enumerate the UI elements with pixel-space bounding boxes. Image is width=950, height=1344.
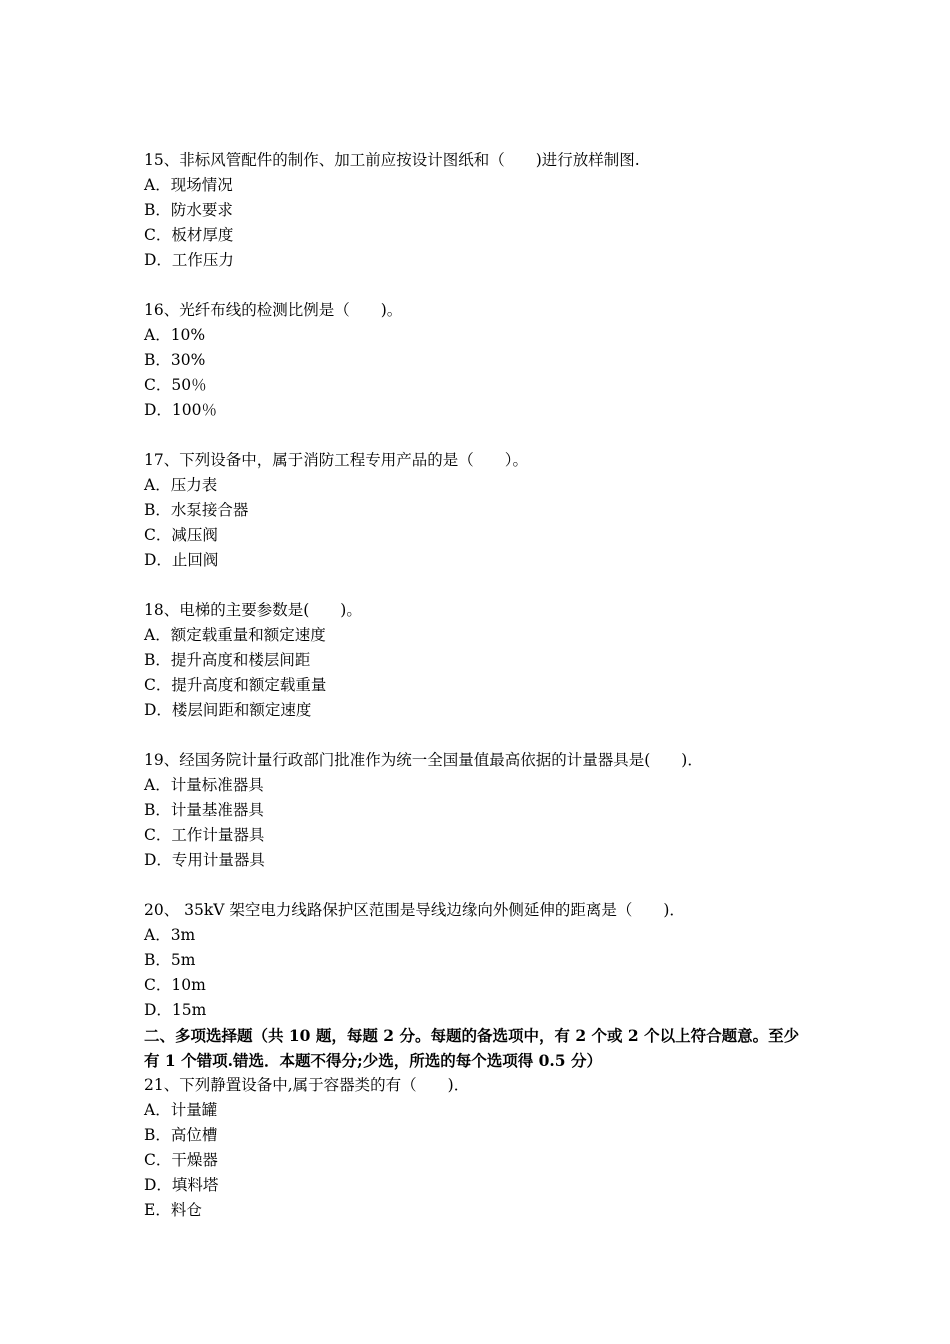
question-stem: 16、光纤布线的检测比例是（ )。 — [144, 301, 403, 319]
option-d: D．楼层间距和额定速度 — [144, 701, 312, 719]
question-20 — [144, 898, 824, 1023]
option-d: D．工作压力 — [144, 251, 234, 269]
question-18 — [144, 598, 824, 723]
option-c: C．10m — [144, 976, 206, 994]
section-heading-multiple-choice: 二、多项选择题（共 10 题，每题 2 分。每题的备选项中，有 2 个或 2 个以上符合题意。至少有 1 个错项.错选．本题不得分;少选，所选的每个选项得 0.5 分） — [144, 1026, 800, 1070]
question-stem: 17、下列设备中，属于消防工程专用产品的是（ ）。 — [144, 451, 528, 469]
option-b: B．提升高度和楼层间距 — [144, 651, 311, 669]
option-c: C．提升高度和额定载重量 — [144, 676, 327, 694]
option-d: D．15m — [144, 1001, 207, 1019]
option-a: A．现场情况 — [144, 176, 233, 194]
option-b: B．计量基准器具 — [144, 801, 264, 819]
question-stem: 15、非标风管配件的制作、加工前应按设计图纸和（ )进行放样制图. — [144, 151, 640, 169]
option-c: C．50％ — [144, 376, 207, 394]
option-a: A．3m — [144, 926, 196, 944]
question-stem: 19、经国务院计量行政部门批准作为统一全国量值最高依据的计量器具是( )． — [144, 751, 703, 769]
question-15 — [144, 148, 824, 273]
document-page — [144, 148, 824, 1223]
question-19 — [144, 748, 824, 873]
question-stem: 20、 35kV 架空电力线路保护区范围是导线边缘向外侧延伸的距离是（ )． — [144, 901, 685, 919]
question-17 — [144, 448, 824, 573]
question-16 — [144, 298, 824, 423]
option-a: A．计量罐 — [144, 1101, 218, 1119]
option-e: E．料仓 — [144, 1201, 202, 1219]
option-a: A．额定载重量和额定速度 — [144, 626, 326, 644]
option-c: C．减压阀 — [144, 526, 218, 544]
option-a: A．计量标准器具 — [144, 776, 264, 794]
question-21 — [144, 1073, 824, 1223]
option-d: D．填料塔 — [144, 1176, 219, 1194]
option-d: D．100％ — [144, 401, 218, 419]
option-b: B．5m — [144, 951, 196, 969]
option-c: C．工作计量器具 — [144, 826, 265, 844]
question-stem: 18、电梯的主要参数是( )。 — [144, 601, 362, 619]
question-stem: 21、下列静置设备中,属于容器类的有（ )． — [144, 1076, 470, 1094]
option-c: C．板材厚度 — [144, 226, 234, 244]
option-b: B．防水要求 — [144, 201, 233, 219]
option-b: B．30% — [144, 351, 206, 369]
option-d: D．止回阀 — [144, 551, 219, 569]
option-a: A．10% — [144, 326, 206, 344]
option-c: C．干燥器 — [144, 1151, 218, 1169]
option-d: D．专用计量器具 — [144, 851, 265, 869]
option-a: A．压力表 — [144, 476, 218, 494]
option-b: B．高位槽 — [144, 1126, 218, 1144]
option-b: B．水泵接合器 — [144, 501, 249, 519]
